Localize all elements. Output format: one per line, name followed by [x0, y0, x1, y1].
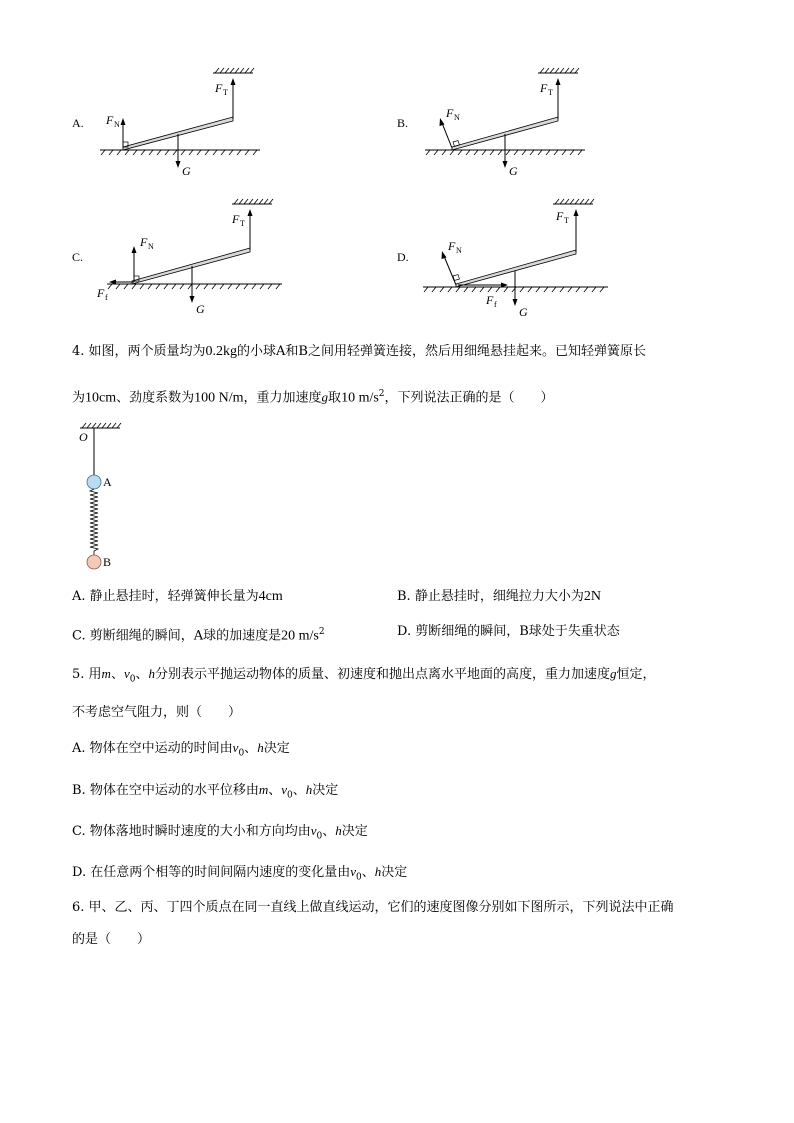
option-letter-b: B.	[397, 116, 409, 130]
q4-option-a[interactable]: A. 静止悬挂时，轻弹簧伸长量为4cm	[72, 589, 283, 604]
ff-label: F	[486, 293, 494, 307]
ft-label: F	[556, 209, 564, 223]
option-letter-a: A.	[72, 116, 84, 130]
svg-text:f: f	[494, 300, 497, 309]
fn-label: F	[106, 113, 114, 127]
svg-text:N: N	[456, 246, 462, 255]
svg-text:T: T	[223, 88, 228, 97]
diagram-d	[418, 196, 628, 326]
svg-text:N: N	[114, 120, 120, 129]
q6-line1: 6. 甲、乙、丙、丁四个质点在同一直线上做直线运动，它们的速度图像分别如下图所示，下列说法中正确	[72, 900, 674, 915]
ft-label: F	[232, 212, 240, 226]
q6-line2: 的是（ ）	[72, 932, 151, 947]
q4-line2: 为10cm、劲度系数为100 N/m，重力加速度g取10 $m/s^2$，下列说法正确的是（ ）	[72, 389, 554, 406]
ft-label: F	[215, 81, 223, 95]
q4-option-c[interactable]: C. 剪断细绳的瞬间，A球的加速度是20 $m/s^2$	[72, 627, 325, 644]
fn-label: F	[140, 235, 148, 249]
fn-label: F	[446, 106, 454, 120]
q5-line1: 5. 用m、$v_0$、h分别表示平抛运动物体的质量、初速度和抛出点离水平地面的高度，重力加速度g恒定，	[72, 666, 656, 685]
point-o-label: O	[79, 430, 88, 444]
ball-b	[87, 555, 101, 569]
svg-text:T: T	[564, 216, 569, 225]
svg-text:T: T	[240, 219, 245, 228]
svg-text:N: N	[148, 242, 154, 251]
g-label: G	[196, 302, 205, 316]
option-letter-c: C.	[72, 250, 84, 264]
diagram-b	[420, 65, 620, 185]
diagram-c	[92, 196, 302, 326]
svg-text:N: N	[454, 113, 460, 122]
g-label: G	[519, 305, 528, 319]
fn-label: F	[448, 239, 456, 253]
ball-b-label: B	[103, 555, 112, 569]
q5-option-c[interactable]: C. 物体落地时瞬时速度的大小和方向均由$v_0$、h决定	[72, 823, 368, 842]
q4-option-d[interactable]: D. 剪断细绳的瞬间，B球处于失重状态	[397, 624, 620, 639]
q4-option-b[interactable]: B. 静止悬挂时，细绳拉力大小为2N	[397, 589, 601, 604]
q4-line1: 4. 如图，两个质量均为0.2kg的小球A和B之间用轻弹簧连接，然后用细绳悬挂起来。已知轻弹簧原长	[72, 344, 646, 359]
q5-line2: 不考虑空气阻力，则（ ）	[72, 705, 242, 720]
svg-text:T: T	[548, 88, 553, 97]
spring	[90, 489, 98, 555]
ball-a-label: A	[103, 475, 112, 489]
q5-option-b[interactable]: B. 物体在空中运动的水平位移由m、$v_0$、h决定	[72, 782, 339, 801]
q5-option-a[interactable]: A. 物体在空中运动的时间由$v_0$、h决定	[72, 740, 290, 759]
spring-diagram	[72, 420, 152, 570]
ft-label: F	[540, 81, 548, 95]
ff-label: F	[97, 286, 105, 300]
diagram-a	[95, 65, 295, 185]
q5-option-d[interactable]: D. 在任意两个相等的时间间隔内速度的变化量由$v_0$、h决定	[72, 864, 408, 883]
option-letter-d: D.	[397, 250, 409, 264]
g-label: G	[182, 164, 191, 178]
ball-a	[87, 475, 101, 489]
svg-text:f: f	[105, 293, 108, 302]
g-label: G	[509, 164, 518, 178]
